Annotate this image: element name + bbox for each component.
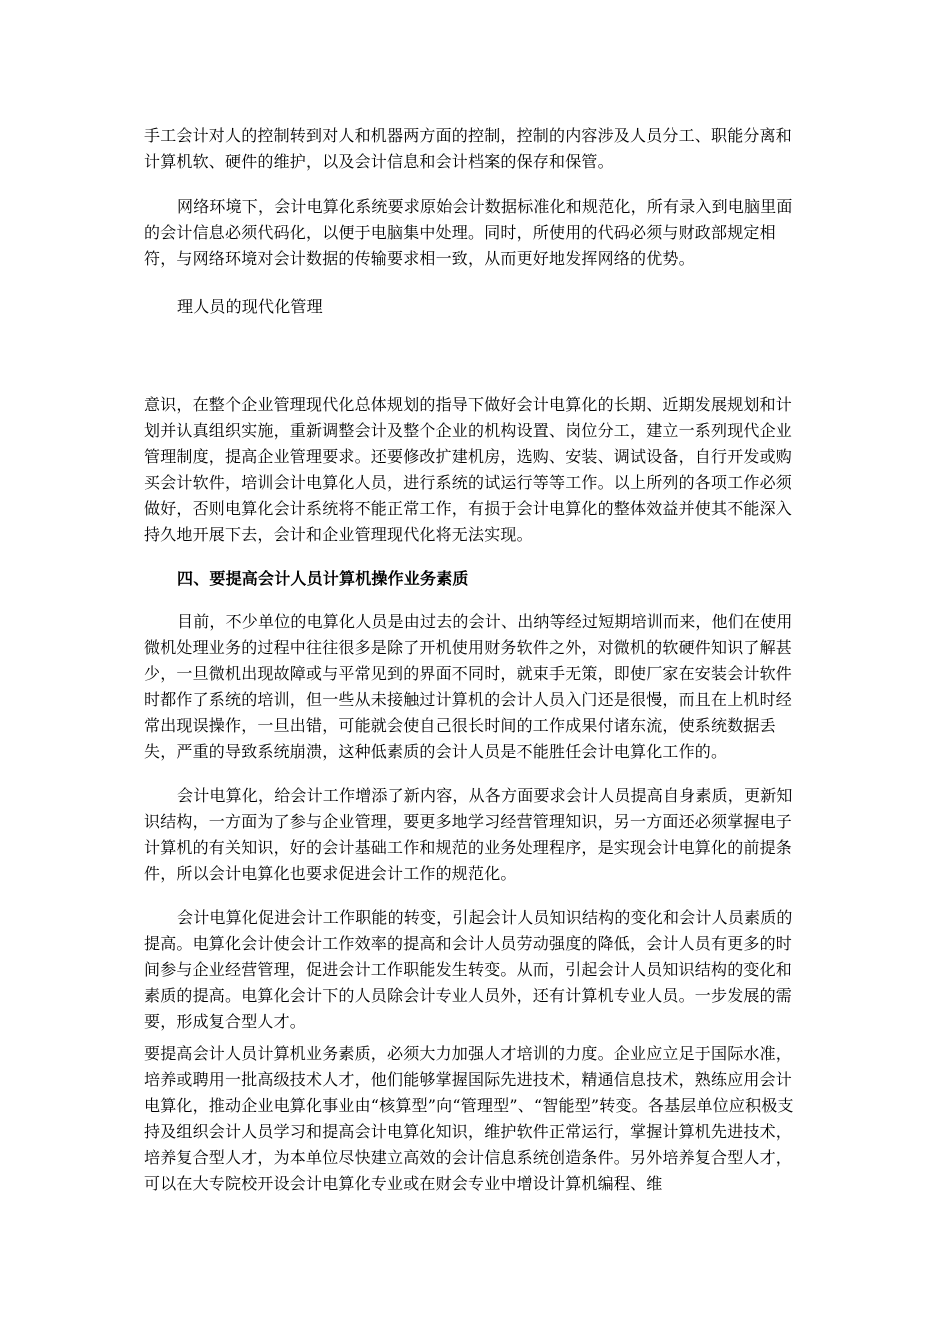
paragraph-current-staff-quality: 目前，不少单位的电算化人员是由过去的会计、出纳等经过短期培训而来，他们在使用微机处理业务的过程中往往很多是除了开机使用财务软件之外，对微机的软硬件知识了解甚少，一旦微机出现故障或与平常见到的界面不同时，就束手无策，即使厂家在安装会计软件时都作了系统的培训，但一些从未接触过计算机的会计人员入门还是很慢，而且在上机时经常出现误操作，一旦出错，可能就会使自己很长时间的工作成果付诸东流，使系统数据丢失，严重的导致系统崩溃，这种低素质的会计人员是不能胜任会计电算化工作的。 [144,612,793,761]
section-heading-four: 四、要提高会计人员计算机操作业务素质 [177,569,469,588]
paragraph-training-talent: 要提高会计人员计算机业务素质，必须大力加强人才培训的力度。企业应立足于国际水准，培养或聘用一批高级技术人才，他们能够掌握国际先进技术，精通信息技术，熟练应用会计电算化，推动企业电算化事业由“核算型”向“管理型”、“智能型”转变。各基层单位应积极支持及组织会计人员学习和提高会计电算化知识，维护软件正常运行，掌握计算机先进技术，培养复合型人才，为本单位尽快建立高效的会计信息系统创造条件。另外培养复合型人才，可以在大专院校开设会计电算化专业或在财会专业中增设计算机编程、维 [144,1044,794,1193]
paragraph-personnel-modern-management: 理人员的现代化管理 [177,297,323,316]
paragraph-function-transformation: 会计电算化促进会计工作职能的转变，引起会计人员知识结构的变化和会计人员素质的提高。电算化会计使会计工作效率的提高和会计人员劳动强度的降低，会计人员有更多的时间参与企业经营管理，促进会计工作职能发生转变。从而，引起会计人员知识结构的变化和素质的提高。电算化会计下的人员除会计专业人员外，还有计算机专业人员。一步发展的需要，形成复合型人才。 [144,908,793,1031]
paragraph-network-standardization: 网络环境下，会计电算化系统要求原始会计数据标准化和规范化，所有录入到电脑里面的会计信息必须代码化，以便于电脑集中处理。同时，所使用的代码必须与财政部规定相符，与网络环境对会计数据的传输要求相一致，从而更好地发挥网络的优势。 [144,197,793,268]
paragraph-control-shift: 手工会计对人的控制转到对人和机器两方面的控制，控制的内容涉及人员分工、职能分离和计算机软、硬件的维护，以及会计信息和会计档案的保存和保管。 [144,126,793,171]
paragraph-new-content-requirements: 会计电算化，给会计工作增添了新内容，从各方面要求会计人员提高自身素质，更新知识结构，一方面为了参与企业管理，要更多地学习经营管理知识，另一方面还必须掌握电子计算机的有关知识，好的会计基础工作和规范的业务处理程序，是实现会计电算化的前提条件，所以会计电算化也要求促进会计工作的规范化。 [144,786,793,883]
paragraph-management-awareness: 意识，在整个企业管理现代化总体规划的指导下做好会计电算化的长期、近期发展规划和计划并认真组织实施，重新调整会计及整个企业的机构设置、岗位分工，建立一系列现代企业管理制度，提高企业管理要求。还要修改扩建机房，选购、安装、调试设备，自行开发或购买会计软件，培训会计电算化人员，进行系统的试运行等等工作。以上所列的各项工作必须做好，否则电算化会计系统将不能正常工作，有损于会计电算化的整体效益并使其不能深入持久地开展下去，会计和企业管理现代化将无法实现。 [144,395,793,544]
